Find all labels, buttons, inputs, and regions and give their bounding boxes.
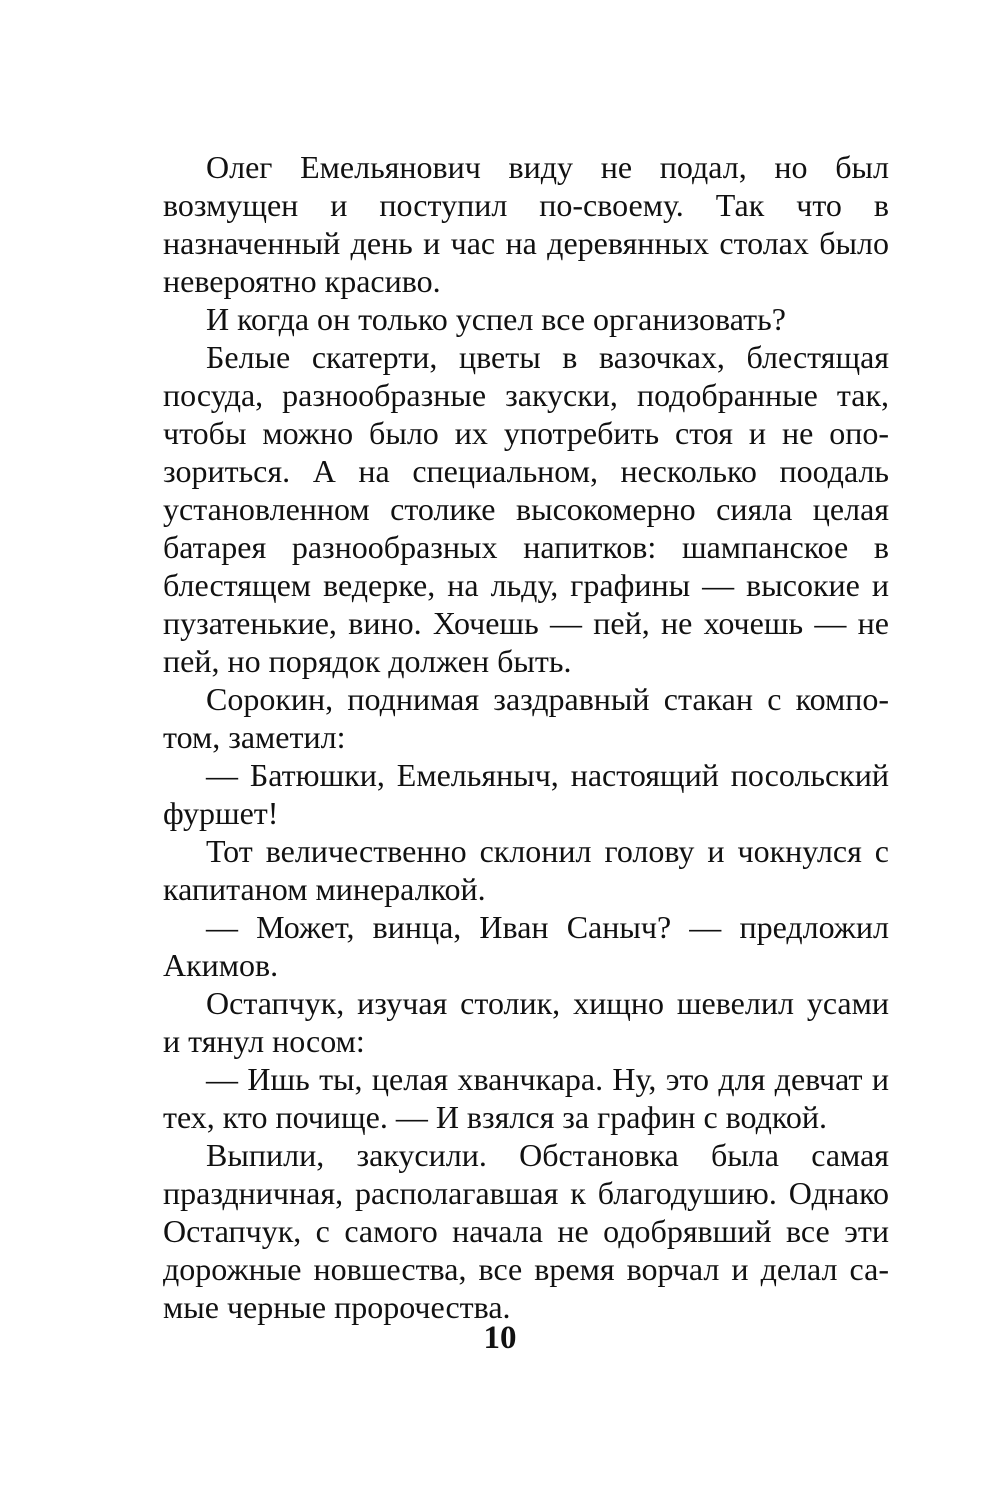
paragraph: И когда он только успел все организовать? — [206, 301, 786, 337]
paragraph: — Батюшки, Емельяныч, настоящий посольский фуршет! — [163, 757, 889, 831]
paragraph: — Может, винца, Иван Саныч? — предложил Акимов. — [163, 909, 889, 983]
paragraph: Олег Емельянович виду не подал, но был возмущен и поступил по-своему. Так что в назначенный день и час на деревянных столах было невероятно красиво. — [163, 149, 889, 299]
paragraph: Белые скатерти, цветы в вазочках, блестящая посуда, разнообразные закуски, подобранные так, чтобы можно было их употребить стоя и не опозориться. А на специальном, несколько поодаль установленном столике высокомерно сияла целая батарея разнообразных напитков: шампанское в блестящем ведерке, на льду, графины — высокие и пузатенькие, вино. Хочешь — пей, не хочешь — не пей, но порядок должен быть. — [163, 339, 889, 679]
paragraph: Тот величественно склонил голову и чокнулся с капитаном минералкой. — [163, 833, 889, 907]
paragraph: Сорокин, поднимая заздравный стакан с компотом, заметил: — [163, 681, 889, 755]
paragraph: — Ишь ты, целая хванчкара. Ну, это для девчат и тех, кто почище. — И взялся за графин с водкой. — [163, 1061, 889, 1135]
paragraph: Остапчук, изучая столик, хищно шевелил усами и тянул носом: — [163, 985, 889, 1059]
page-text-body — [163, 148, 889, 1326]
page-number: 10 — [483, 1320, 517, 1356]
paragraph: Выпили, закусили. Обстановка была самая праздничная, располагавшая к благодушию. Однако Остапчук, с самого начала не одобрявший все эти дорожные новшества, все время ворчал и делал самые черные пророчества. — [163, 1137, 889, 1325]
